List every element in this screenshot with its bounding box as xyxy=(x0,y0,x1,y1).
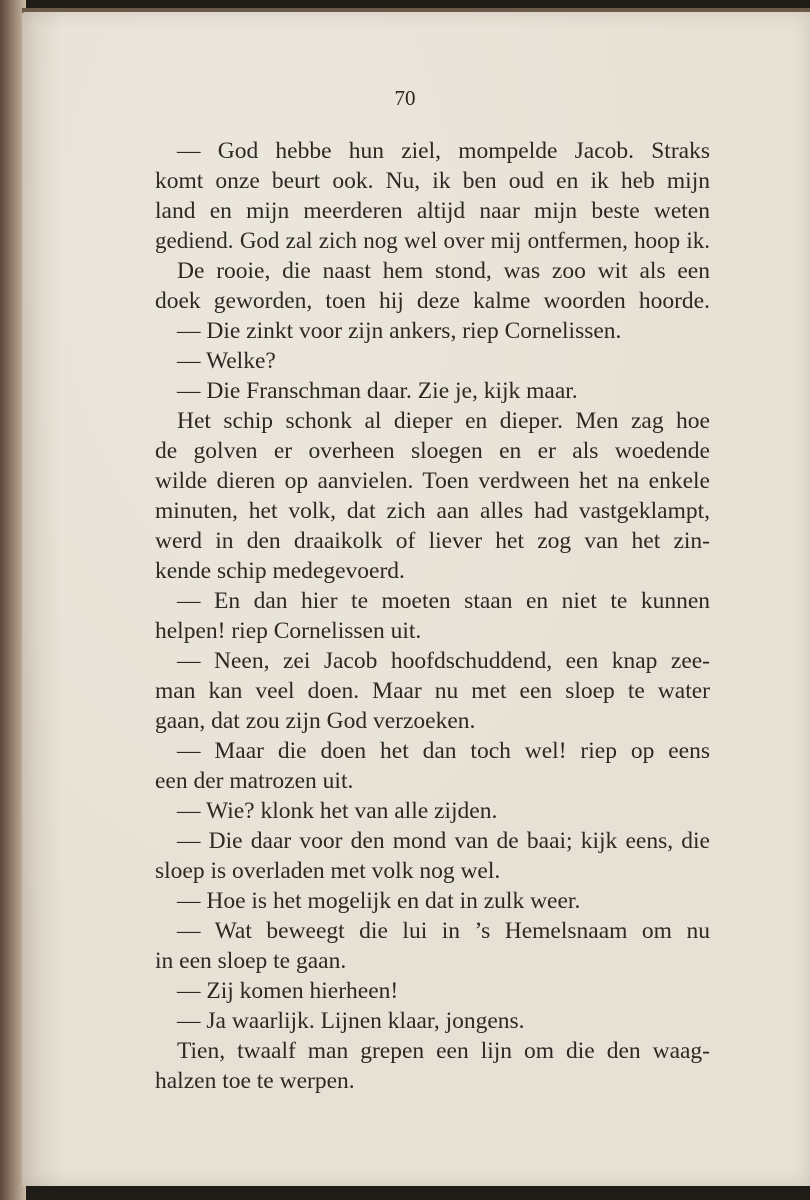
text-line: een der matrozen uit. xyxy=(155,768,354,794)
text-line: — Zij komen hierheen! xyxy=(177,978,399,1004)
text-line: minuten, het volk, dat zich aan alles had vastgeklampt, xyxy=(155,498,710,524)
text-line: sloep is overladen met volk nog wel. xyxy=(155,858,501,884)
text-line: werd in den draaikolk of liever het zog van het zin- xyxy=(155,528,710,554)
text-line: — Die daar voor den mond van de baai; kijk eens, die xyxy=(177,828,710,854)
text-line: doek geworden, toen hij deze kalme woorden hoorde. xyxy=(155,288,710,314)
text-line: de golven er overheen sloegen en er als woedende xyxy=(155,438,710,464)
text-line: halzen toe te werpen. xyxy=(155,1068,355,1094)
text-line: kende schip medegevoerd. xyxy=(155,558,405,584)
text-line: — Hoe is het mogelijk en dat in zulk weer. xyxy=(177,888,581,914)
page-number: 70 xyxy=(394,86,416,110)
text-line: — Die Franschman daar. Zie je, kijk maar. xyxy=(177,378,578,404)
text-line: — Maar die doen het dan toch wel! riep op eens xyxy=(177,738,710,764)
text-line: komt onze beurt ook. Nu, ik ben oud en ik heb mijn xyxy=(155,168,710,194)
text-line: in een sloep te gaan. xyxy=(155,948,347,974)
text-line: — Wie? klonk het van alle zijden. xyxy=(177,798,498,824)
text-line: — Neen, zei Jacob hoofdschuddend, een knap zee- xyxy=(177,648,710,674)
text-line: helpen! riep Cornelissen uit. xyxy=(155,618,422,644)
text-line: — Ja waarlijk. Lijnen klaar, jongens. xyxy=(177,1008,525,1034)
text-line: Tien, twaalf man grepen een lijn om die den waag- xyxy=(177,1038,710,1064)
text-line: land en mijn meerderen altijd naar mijn beste weten xyxy=(155,198,710,224)
text-line: — Wat beweegt die lui in ’s Hemelsnaam om nu xyxy=(177,918,710,944)
text-line: gediend. God zal zich nog wel over mij ontfermen, hoop ik. xyxy=(155,228,710,253)
text-line: man kan veel doen. Maar nu met een sloep te water xyxy=(155,678,710,704)
text-line: De rooie, die naast hem stond, was zoo wit als een xyxy=(177,258,710,284)
text-line: wilde dieren op aanvielen. Toen verdween het na enkele xyxy=(155,468,710,494)
text-line: — Die zinkt voor zijn ankers, riep Cornelissen. xyxy=(177,318,622,344)
text-line: — Welke? xyxy=(177,348,276,374)
text-line: gaan, dat zou zijn God verzoeken. xyxy=(155,708,476,734)
text-line: Het schip schonk al dieper en dieper. Men zag hoe xyxy=(177,408,710,434)
text-line: — En dan hier te moeten staan en niet te kunnen xyxy=(177,588,710,614)
text-line: — God hebbe hun ziel, mompelde Jacob. Straks xyxy=(177,138,710,164)
page-text-block xyxy=(155,136,710,1096)
